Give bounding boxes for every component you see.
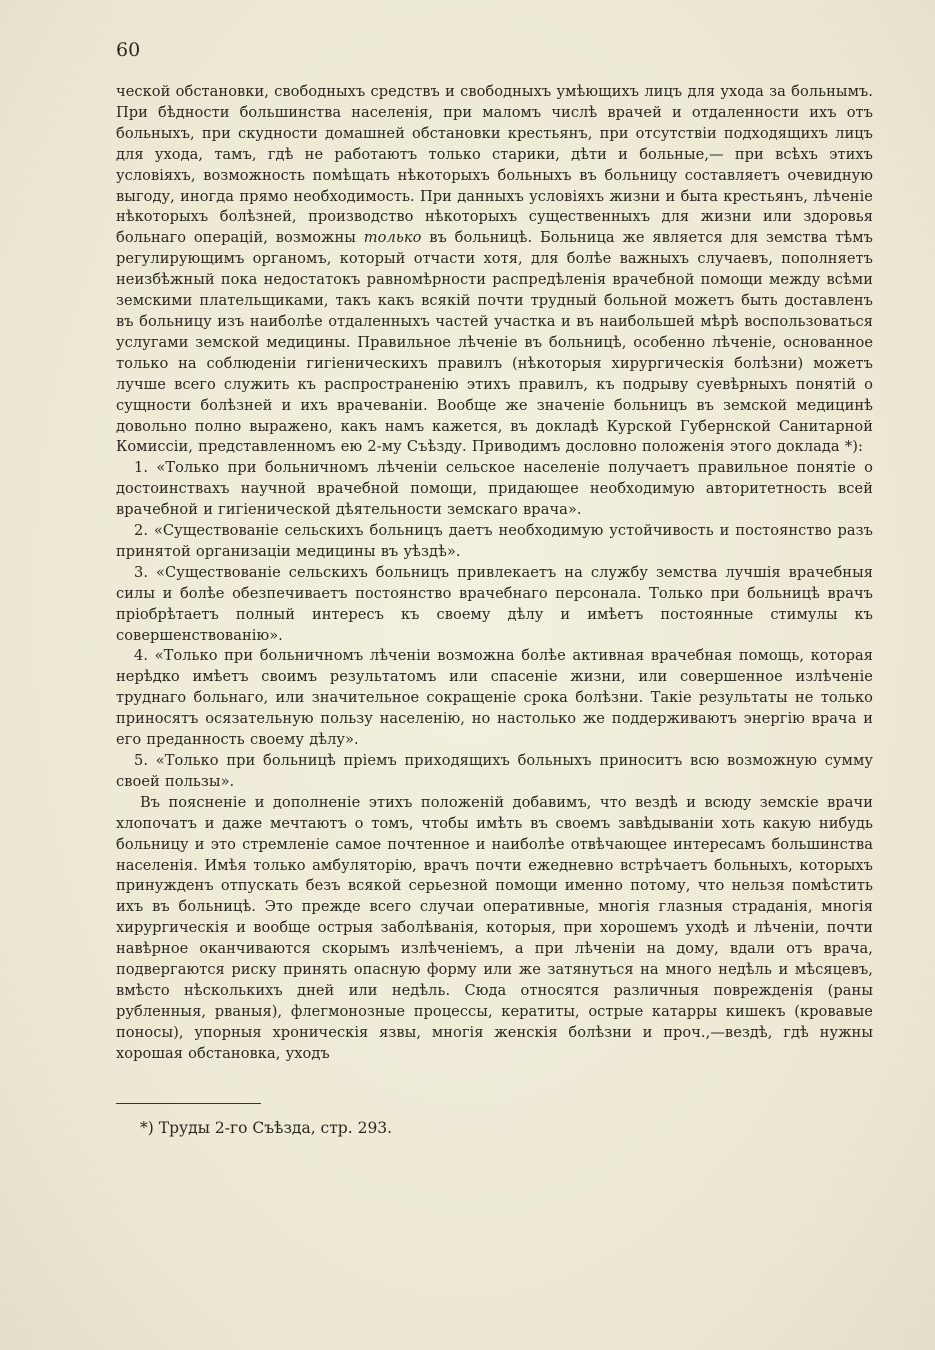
list-item-2: 2. «Существованіе сельскихъ больницъ даетъ необходимую устойчивость и постоянство разъ принятой организаціи медицины въ уѣздѣ». — [116, 522, 873, 560]
footnote-divider — [116, 1103, 261, 1104]
closing-paragraph: Въ поясненіе и дополненіе этихъ положеній добавимъ, что вездѣ и всюду земскіе врачи хлопочатъ и даже мечтаютъ о томъ, чтобы имѣть въ своемъ завѣдываніи хоть какую нибудь больницу и это стремленіе самое почтенное и наиболѣе отвѣчающее интересамъ большинства населенія. Имѣя только амбуляторію, врачъ почти ежедневно встрѣчаетъ больныхъ, которыхъ принужденъ отпускать безъ всякой серьезной помощи именно потому, что нельзя помѣстить ихъ въ больницѣ. Это прежде всего случаи оперативные, многія глазныя страданія, многія хирургическія и вообще острыя заболѣванія, которыя, при хорошемъ уходѣ и лѣченіи, почти навѣрное оканчиваются скорымъ излѣченіемъ, а при лѣченіи на дому, вдали отъ врача, подвергаются риску принять опасную форму или же затянуться на много недѣль и мѣсяцевъ, вмѣсто нѣсколькихъ дней или недѣль. Сюда относятся различныя поврежденія (раны рубленныя, рваныя), флегмонозные процессы, кератиты, острые катарры кишекъ (кровавые поносы), упорныя хроническія язвы, многія женскія болѣзни и проч.,—вездѣ, гдѣ нужны хорошая обстановка, уходъ — [116, 793, 873, 1062]
list-item-3: 3. «Существованіе сельскихъ больницъ привлекаетъ на службу земства лучшія врачебныя силы и болѣе обезпечиваетъ постоянство врачебнаго персонала. Только при больницѣ врачъ пріобрѣтаетъ полный интересъ къ своему дѣлу и имѣетъ постоянные стимулы къ совершенствованію». — [116, 563, 873, 644]
intro-text-part-2: въ больницѣ. Больница же является для земства тѣмъ регулирующимъ органомъ, который отчасти хотя, для болѣе важныхъ случаевъ, пополняетъ неизбѣжный пока недостатокъ равномѣрности распредѣленія врачебной помощи между всѣми земскими плательщиками, такъ какъ всякій почти трудный больной можетъ быть доставленъ въ больницу изъ наиболѣе отдаленныхъ частей участка и въ наибольшей мѣрѣ воспользоваться услугами земской медицины. Правильное лѣченіе въ больницѣ, особенно лѣченіе, основанное только на соблюденіи гигіеническихъ правилъ (нѣкоторыя хирургическія болѣзни) можетъ лучше всего служить къ распространенію этихъ правилъ, къ подрыву суевѣрныхъ понятій о сущности болѣзней и ихъ врачеваніи. Вообще же значеніе больницъ въ земской медицинѣ довольно полно выражено, какъ намъ кажется, въ докладѣ Курской Губернской Санитарной Комиссіи, представленномъ ею 2-му Съѣзду. Приводимъ дословно положенія этого доклада *): — [116, 229, 873, 456]
list-item-5: 5. «Только при больницѣ пріемъ приходящихъ больныхъ приноситъ всю возможную сумму своей пользы». — [116, 752, 873, 790]
list-item-4: 4. «Только при больничномъ лѣченіи возможна болѣе активная врачебная помощь, которая нерѣдко имѣетъ своимъ результатомъ или спасеніе жизни, или совершенное излѣченіе труднаго больнаго, или значительное сокращеніе срока болѣзни. Такіе результаты не только приносятъ осязательную пользу населенію, но настолько же поддерживаютъ энергію врача и его преданность своему дѣлу». — [116, 647, 873, 749]
intro-emphasis: только — [363, 229, 422, 247]
footnote: *) Труды 2-го Съѣзда, стр. 293. — [140, 1118, 393, 1137]
page-number: 60 — [116, 39, 141, 61]
list-item-1: 1. «Только при больничномъ лѣченіи сельское населеніе получаетъ правильное понятіе о достоинствахъ научной врачебной помощи, придающее необходимую авторитетность всей врачебной и гигіенической дѣятельности земскаго врача». — [116, 459, 873, 519]
intro-text-part-1: ческой обстановки, свободныхъ средствъ и свободныхъ умѣющихъ лицъ для ухода за больнымъ. При бѣдности большинства населенія, при маломъ числѣ врачей и отдаленности ихъ отъ больныхъ, при скудности домашней обстановки крестьянъ, при отсутствіи подходящихъ лицъ для ухода, тамъ, гдѣ не работаютъ только старики, дѣти и больные,— при всѣхъ этихъ условіяхъ, возможность помѣщать нѣкоторыхъ больныхъ въ больницу составляетъ очевидную выгоду, иногда прямо необходимость. При данныхъ условіяхъ жизни и быта крестьянъ, лѣченіе нѣкоторыхъ болѣзней, производство нѣкоторыхъ существенныхъ для жизни или здоровья больнаго операцій, возможны — [116, 83, 873, 247]
intro-paragraph — [116, 82, 873, 458]
